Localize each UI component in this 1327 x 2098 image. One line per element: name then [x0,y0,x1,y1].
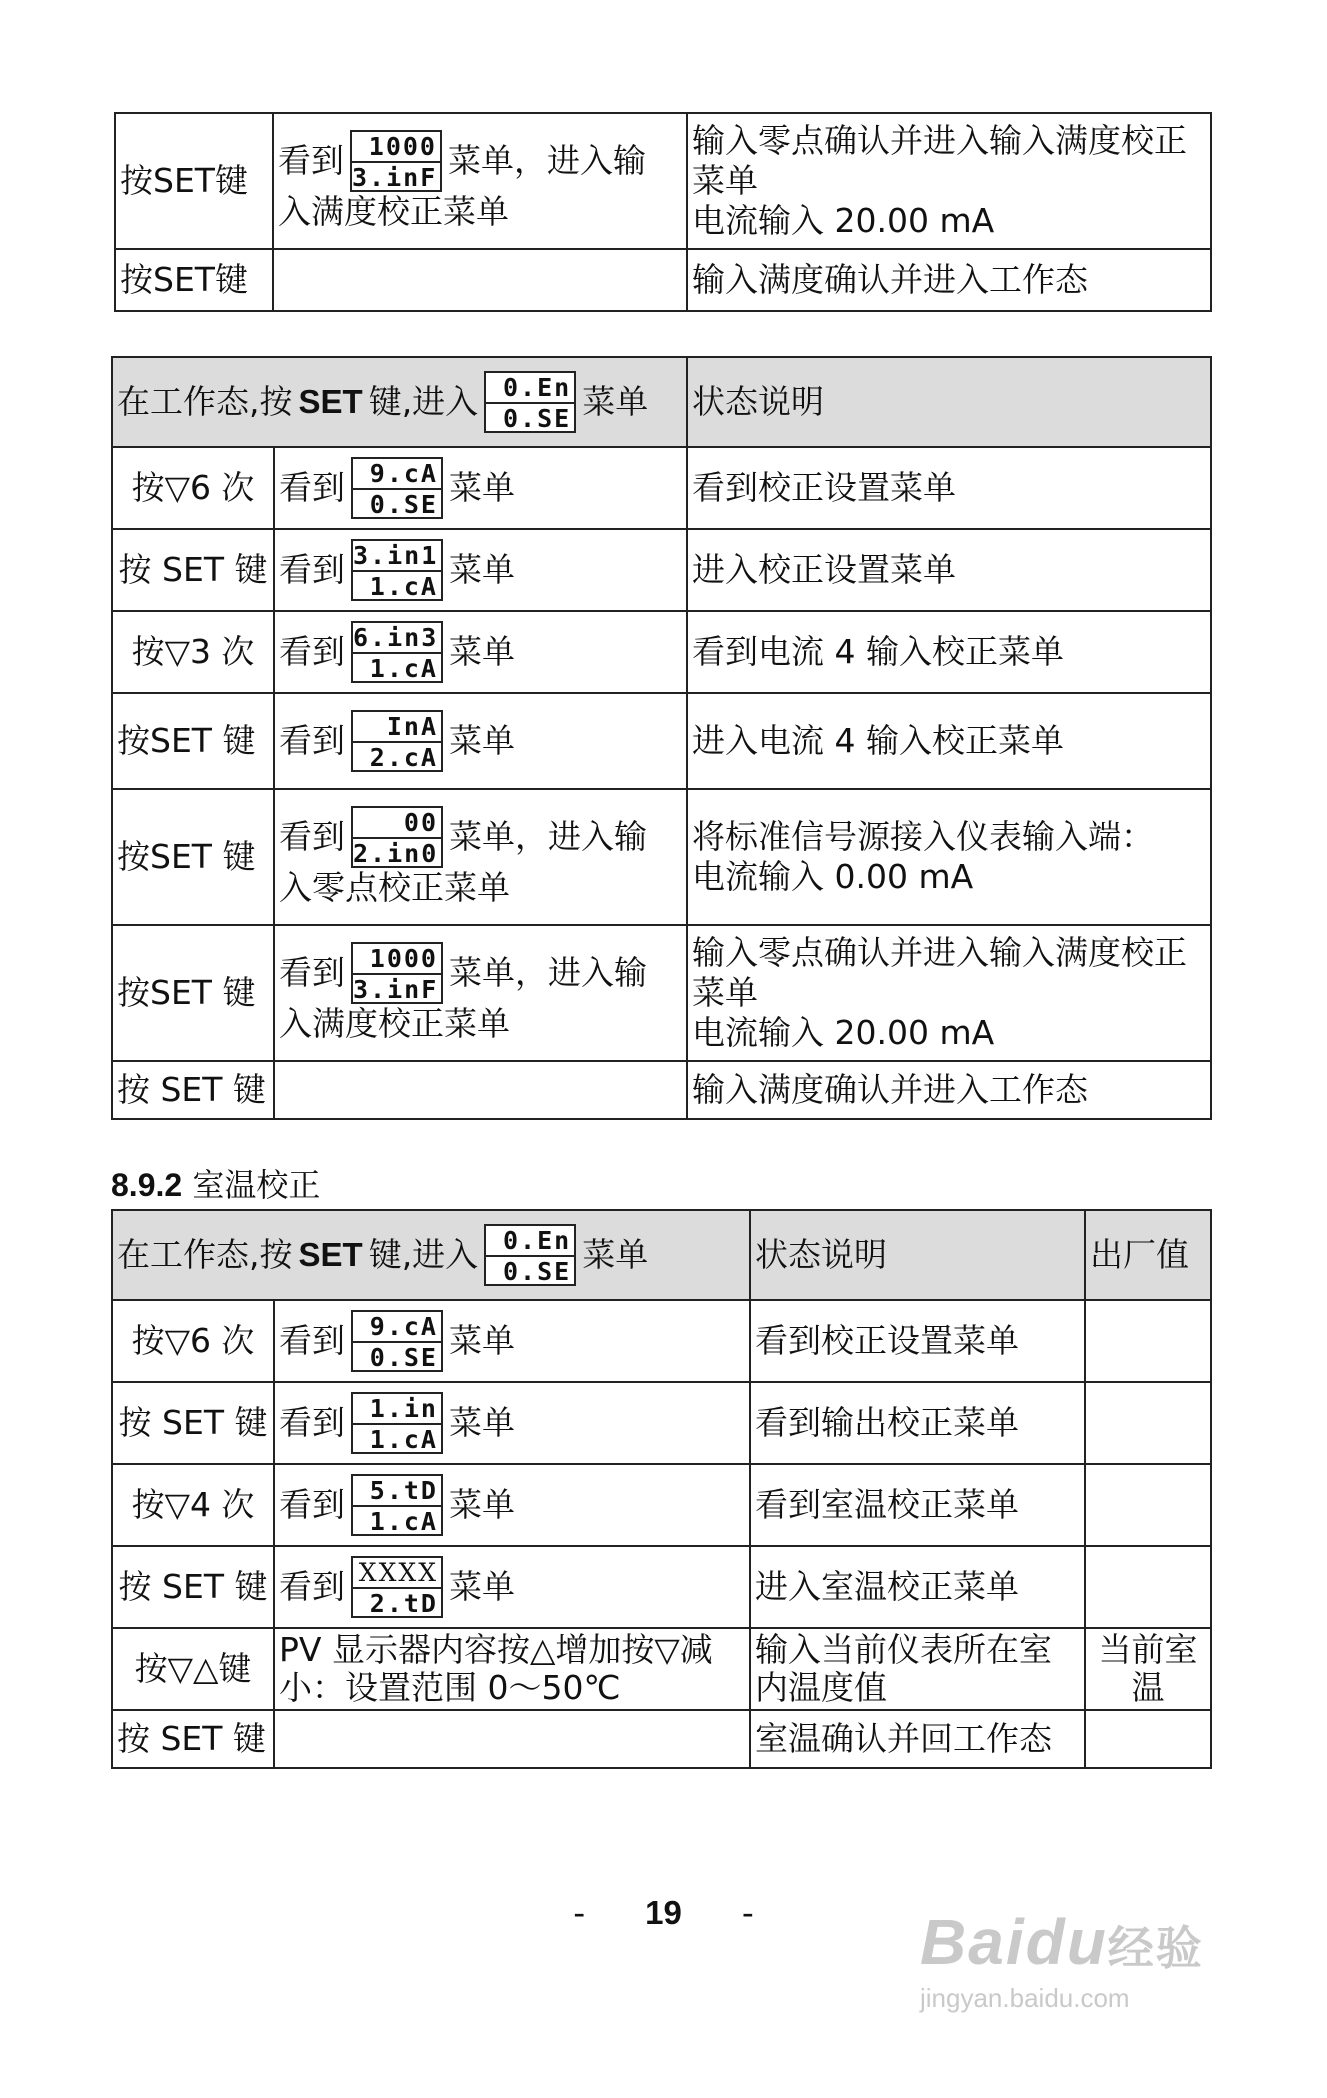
lcd-display [351,1556,443,1618]
lcd-display [351,539,443,601]
lcd-top: 3.in1 [353,541,441,572]
lcd-bottom: 0.SE [502,404,572,433]
action-cell [115,249,273,311]
lcd-top: 0.En [486,1226,574,1257]
content-cell [274,1628,750,1710]
factory-cell [1085,1300,1211,1382]
table-row [115,113,1211,249]
desc-cell [687,1061,1211,1119]
header-prefix: 在工作态,按 [117,1235,293,1274]
action-cell [112,1382,274,1464]
lcd-bottom: 3.inF [352,163,438,192]
action-cell [112,447,274,529]
lcd-bottom: 1.cA [369,1425,438,1454]
action-text: 按SET 键 [117,721,256,760]
see-label: 看到 [279,632,345,671]
menu-label: 菜单 [449,1321,515,1360]
desc-cell [687,611,1211,693]
desc-cell [750,1628,1085,1710]
lcd-display [351,1392,443,1454]
action-text: 按 SET 键 [118,1567,268,1606]
lcd-top: 5.tD [353,1476,441,1507]
factory-cell [1085,1628,1211,1710]
action-text: 按SET 键 [117,973,256,1012]
desc-text: 输入零点确认并进入输入满度校正菜单 [692,933,1187,1012]
action-cell [112,529,274,611]
lcd-display [351,1474,443,1536]
action-cell [112,1710,274,1768]
header-menu: 菜单 [582,1235,649,1274]
lcd-top: 1000 [353,944,441,975]
lcd-bottom: 2.cA [369,743,438,772]
action-cell [112,1061,274,1119]
desc-text: 看到校正设置菜单 [755,1321,1019,1360]
display-cell [274,447,687,529]
factory-cell [1085,1710,1211,1768]
action-text: 按▽6 次 [131,1321,255,1360]
factory-value: 当前室温 [1098,1630,1198,1707]
section-title [111,1160,320,1206]
see-label: 看到 [279,1321,345,1360]
action-text: 按▽3 次 [131,632,255,671]
factory-cell [1085,1464,1211,1546]
desc-cell [687,789,1211,925]
table-row [112,1546,1211,1628]
header-factory: 出厂值 [1090,1235,1189,1274]
see-label: 看到 [279,1567,345,1606]
lcd-display [351,1310,443,1372]
header-desc: 状态说明 [692,382,824,421]
action-cell [112,1300,274,1382]
table-row [112,693,1211,789]
lcd-top: 1.in [353,1394,441,1425]
table-header-row [112,1210,1211,1300]
desc-text: 进入室温校正菜单 [755,1567,1019,1606]
see-label: 看到 [279,721,345,760]
watermark-url: jingyan.baidu.com [920,1983,1130,2013]
page-number-text: 19 [645,1894,682,1931]
display-cell [274,1464,750,1546]
lcd-top: XXXX [353,1558,441,1589]
lcd-display [350,130,442,192]
desc-text: 看到校正设置菜单 [692,468,956,507]
desc-text-2: 电流输入 0.00 mA [692,857,974,896]
action-text: 按SET 键 [117,837,256,876]
display-cell [274,925,687,1061]
table-row [112,1710,1211,1768]
desc-text: 输入满度确认并进入工作态 [692,260,1088,299]
display-cell [274,611,687,693]
see-label: 看到 [279,550,345,589]
display-cell [274,1061,687,1119]
table-row [112,1464,1211,1546]
lcd-bottom: 2.in0 [353,839,439,868]
desc-cell [687,693,1211,789]
see-label: 看到 [279,953,345,992]
desc-text: 输入满度确认并进入工作态 [692,1070,1088,1109]
desc-cell [750,1546,1085,1628]
table-current4-input-calibration [111,356,1212,1120]
lcd-display [351,806,443,868]
desc-text: 将标准信号源接入仪表输入端： [692,817,1154,856]
header-cell [112,357,687,447]
lcd-display [351,942,443,1004]
display-cell [274,1546,750,1628]
table-row [115,249,1211,311]
action-text: 按 SET 键 [117,1070,266,1109]
lcd-top: 9.cA [353,459,441,490]
table-row [112,1628,1211,1710]
menu-tail: 入满度校正菜单 [279,1004,510,1043]
table-row [112,611,1211,693]
desc-text: 室温确认并回工作态 [755,1719,1052,1758]
action-text: 按 SET 键 [118,550,268,589]
desc-text: 进入校正设置菜单 [692,550,956,589]
table-row [112,529,1211,611]
header-key: SET [298,1236,363,1273]
menu-tail: 入满度校正菜单 [278,192,509,231]
menu-label: 菜单，进入输 [449,817,647,856]
lcd-bottom: 0.SE [369,1343,438,1372]
section-title-text: 室温校正 [192,1166,321,1204]
desc-cell [750,1382,1085,1464]
action-cell [115,113,273,249]
desc-text: 看到室温校正菜单 [755,1485,1019,1524]
content-cell [274,1710,750,1768]
action-text: 按SET键 [120,260,248,299]
desc-cell [687,447,1211,529]
table-row [112,789,1211,925]
display-cell [274,1382,750,1464]
header-desc-cell [750,1210,1085,1300]
action-cell [112,1546,274,1628]
header-desc: 状态说明 [755,1235,887,1274]
action-cell [112,611,274,693]
header-desc-cell [687,357,1211,447]
header-factory-cell [1085,1210,1211,1300]
table-row [112,925,1211,1061]
action-cell [112,789,274,925]
action-text: 按▽4 次 [131,1485,255,1524]
menu-label: 菜单 [449,632,515,671]
desc-text: 看到输出校正菜单 [755,1403,1019,1442]
display-cell [273,249,687,311]
lcd-display [484,371,576,433]
menu-label: 菜单，进入输 [449,953,647,992]
menu-label: 菜单 [449,1485,515,1524]
desc-text: 输入零点确认并进入输入满度校正菜单 [692,121,1187,200]
menu-label: 菜单 [449,550,515,589]
lcd-bottom: 3.inF [353,975,439,1004]
header-cell [112,1210,750,1300]
action-text: 按▽6 次 [131,468,255,507]
action-cell [112,693,274,789]
lcd-bottom: 1.cA [369,654,438,683]
desc-cell [687,529,1211,611]
header-suffix: 键,进入 [368,382,479,421]
display-cell [274,529,687,611]
section-number: 8.9.2 [111,1167,183,1203]
display-cell [273,113,687,249]
header-menu: 菜单 [582,382,649,421]
desc-cell [687,249,1211,311]
header-key: SET [298,383,363,420]
lcd-top: 1000 [352,132,440,163]
lcd-display [351,457,443,519]
watermark-brand-text: Baidu [920,1906,1108,1978]
lcd-bottom: 0.SE [369,490,438,519]
see-label: 看到 [279,817,345,856]
lcd-top: 9.cA [353,1312,441,1343]
desc-cell [750,1300,1085,1382]
lcd-display [484,1224,576,1286]
display-cell [274,789,687,925]
watermark-brand [920,1905,1250,1979]
header-prefix: 在工作态,按 [117,382,293,421]
menu-label: 菜单 [449,468,515,507]
lcd-top: 00 [353,808,441,839]
baidu-watermark [920,1905,1250,2035]
see-label: 看到 [279,1485,345,1524]
table-row [112,1382,1211,1464]
watermark-brand-cn: 经验 [1107,1922,1204,1974]
table-row [112,447,1211,529]
table-row [112,1061,1211,1119]
desc-text: 看到电流 4 输入校正菜单 [692,632,1064,671]
page-dash-left: - [573,1893,586,1932]
action-text: 按SET键 [120,161,248,200]
header-suffix: 键,进入 [368,1235,479,1274]
see-label: 看到 [278,141,344,180]
display-cell [274,693,687,789]
lcd-top: 6.in3 [353,623,441,654]
lcd-bottom: 0.SE [502,1257,572,1286]
page-dash-right: - [741,1893,754,1932]
see-label: 看到 [279,468,345,507]
desc-text: 进入电流 4 输入校正菜单 [692,721,1064,760]
lcd-display [351,621,443,683]
menu-tail: 入零点校正菜单 [279,868,510,907]
menu-label: 菜单 [449,721,515,760]
action-cell [112,1628,274,1710]
table-header-row [112,357,1211,447]
desc-cell [687,113,1211,249]
table-current-input-calibration-cont [114,112,1212,312]
factory-cell [1085,1382,1211,1464]
see-label: 看到 [279,1403,345,1442]
action-text: 按 SET 键 [118,1403,268,1442]
lcd-bottom: 1.cA [369,572,438,601]
desc-cell [687,925,1211,1061]
lcd-bottom: 2.tD [369,1589,438,1618]
menu-label: 菜单 [449,1403,515,1442]
action-text: 按▽△键 [134,1649,252,1688]
lcd-top: 0.En [486,373,574,404]
desc-cell [750,1464,1085,1546]
lcd-bottom: 1.cA [369,1507,438,1536]
menu-label: 菜单 [449,1567,515,1606]
menu-label: 菜单，进入输 [448,141,646,180]
content-text: PV 显示器内容按△增加按▽减小：设置范围 0～50℃ [279,1630,713,1707]
factory-cell [1085,1546,1211,1628]
desc-cell [750,1710,1085,1768]
action-text: 按 SET 键 [117,1719,266,1758]
action-cell [112,1464,274,1546]
action-cell [112,925,274,1061]
table-room-temp-calibration [111,1209,1212,1769]
table-row [112,1300,1211,1382]
desc-text-2: 电流输入 20.00 mA [692,201,995,240]
desc-text: 输入当前仪表所在室内温度值 [755,1630,1052,1707]
desc-text-2: 电流输入 20.00 mA [692,1013,995,1052]
lcd-display [351,710,443,772]
lcd-top: InA [353,712,441,743]
display-cell [274,1300,750,1382]
